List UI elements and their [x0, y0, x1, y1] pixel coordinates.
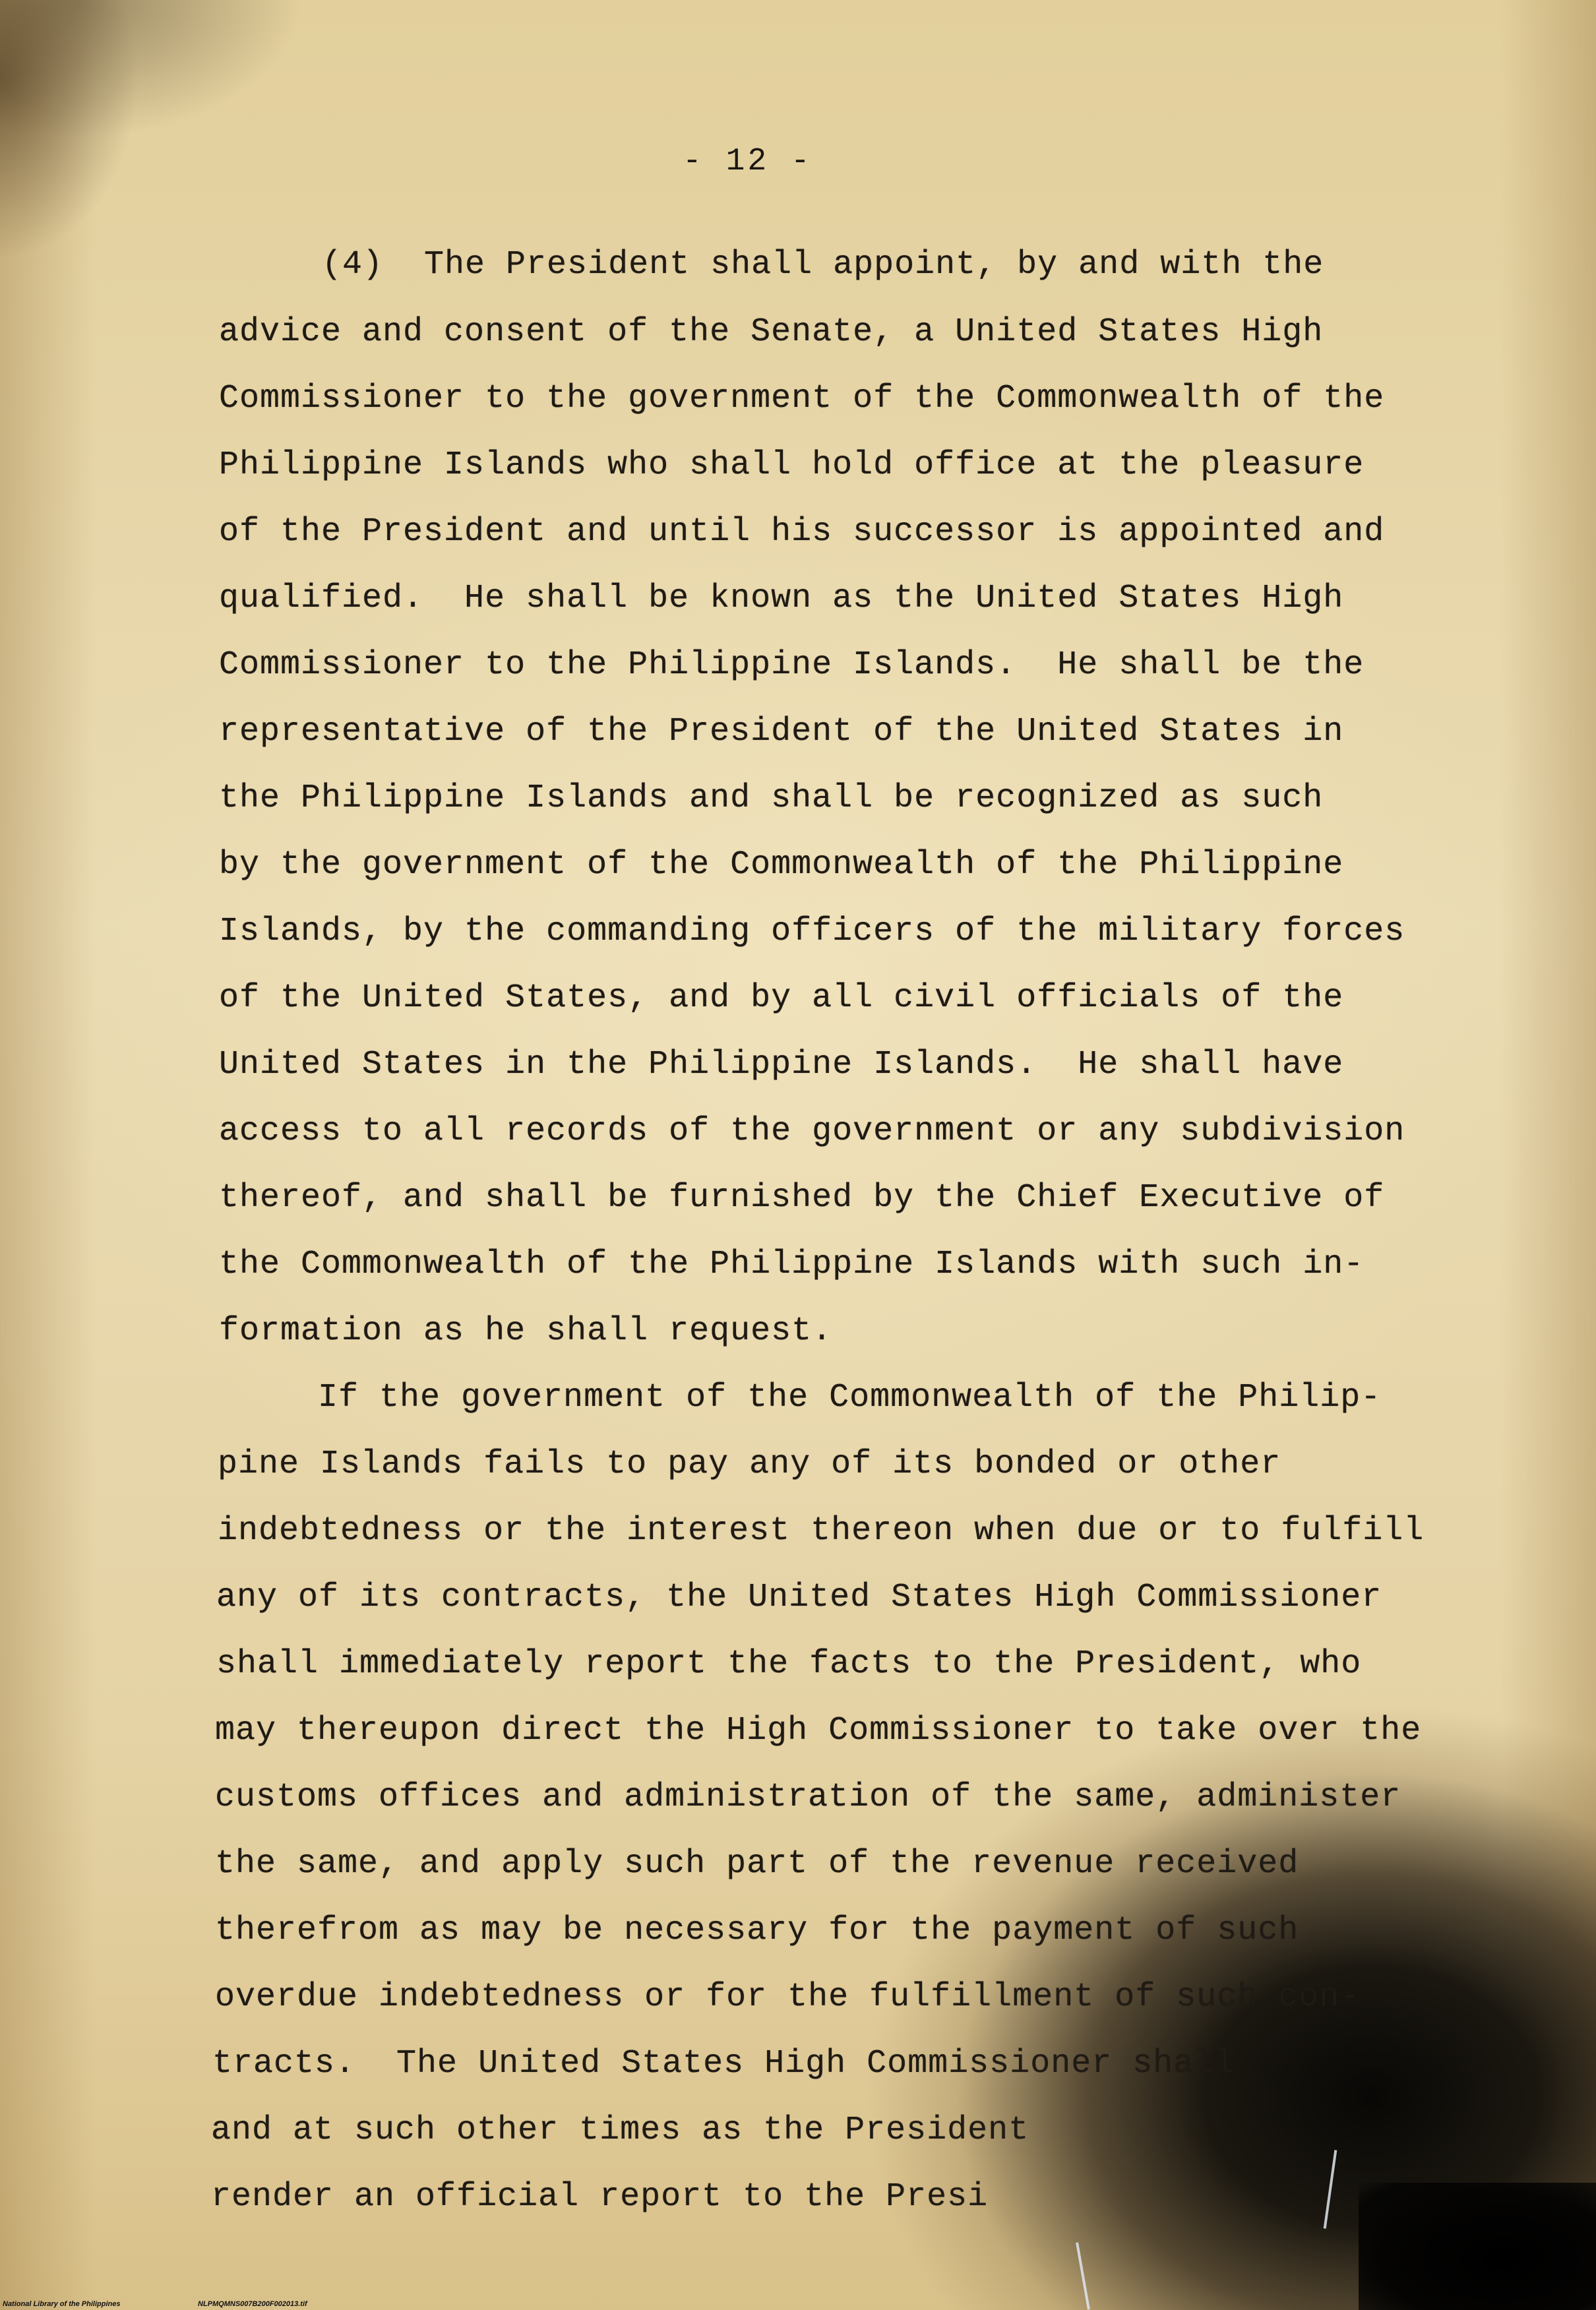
text-line: of the United States, and by all civil officials of the — [219, 979, 1344, 1017]
text-line: render an official report to the Presi — [211, 2178, 989, 2216]
text-line: Commissioner to the Philippine Islands. He shall be the — [219, 646, 1365, 684]
text-line: United States in the Philippine Islands. He shall have — [219, 1046, 1344, 1083]
text-line: by the government of the Commonwealth of the Philippine — [219, 846, 1344, 884]
footer-file-id: NLPMQMNS007B200F002013.tif — [198, 2300, 307, 2308]
text-line: indebtedness or the interest thereon when due or to fulfill — [218, 1512, 1425, 1550]
text-line: (4) The President shall appoint, by and with the — [322, 246, 1324, 284]
paper-crack — [1076, 2242, 1090, 2309]
text-line: the Philippine Islands and shall be recognized as such — [219, 779, 1324, 817]
text-line: any of its contracts, the United States High Commissioner — [216, 1579, 1382, 1616]
text-line: If the government of the Commonwealth of the Philip- — [318, 1379, 1382, 1416]
text-line: tracts. The United States High Commissioner shall — [212, 2045, 1235, 2082]
text-line: representative of the President of the United States in — [219, 713, 1344, 750]
text-line: of the President and until his successor is appointed and — [219, 513, 1385, 551]
footer-credit: National Library of the Philippines — [3, 2300, 121, 2308]
text-line: overdue indebtedness or for the fulfillment of such con- — [215, 1978, 1361, 2016]
text-line: thereof, and shall be furnished by the Chief Executive of — [219, 1179, 1385, 1217]
text-line: Commissioner to the government of the Commonwealth of the — [219, 380, 1385, 417]
text-line: may thereupon direct the High Commissioner to take over the — [215, 1712, 1422, 1749]
text-line: the same, and apply such part of the revenue received — [215, 1845, 1299, 1883]
text-line: shall immediately report the facts to the President, who — [216, 1645, 1362, 1683]
paper-crack — [1324, 2150, 1337, 2228]
text-line: therefrom as may be necessary for the payment of such — [215, 1912, 1299, 1949]
text-line: Islands, by the commanding officers of the military forces — [219, 913, 1405, 950]
text-line: pine Islands fails to pay any of its bonded or other — [218, 1445, 1281, 1483]
burn-damage — [1359, 2183, 1596, 2310]
text-line: formation as he shall request. — [219, 1312, 833, 1350]
text-line: qualified. He shall be known as the United States High — [219, 580, 1344, 617]
page-number: - 12 - — [683, 144, 813, 179]
text-line: advice and consent of the Senate, a United States High — [219, 313, 1324, 351]
text-line: the Commonwealth of the Philippine Islands with such in- — [219, 1246, 1365, 1283]
text-line: access to all records of the government or any subdivision — [219, 1112, 1405, 1150]
text-line: and at such other times as the President — [211, 2112, 1029, 2149]
text-line: customs offices and administration of the same, administer — [215, 1778, 1401, 1816]
text-line: Philippine Islands who shall hold office at the pleasure — [219, 446, 1365, 484]
